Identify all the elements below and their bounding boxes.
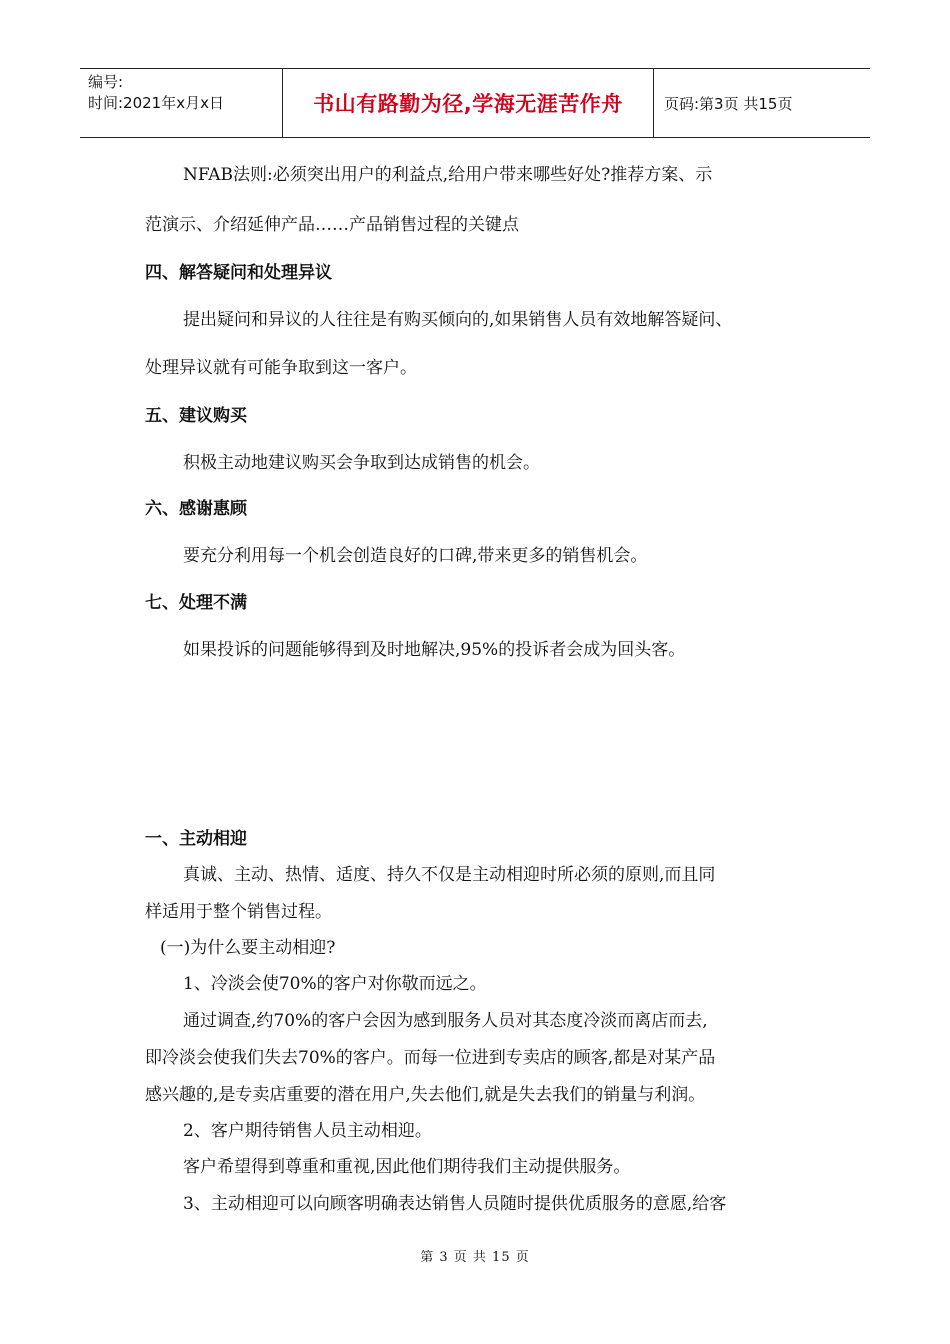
paragraph-line: 真诚、主动、热情、适度、持久不仅是主动相迎时所必须的原则,而且同 xyxy=(183,865,716,885)
list-item: 3、主动相迎可以向顾客明确表达销售人员随时提供优质服务的意愿,给客 xyxy=(183,1194,727,1214)
time-label: 时间:2021年x月x日 xyxy=(88,94,224,112)
list-item: 2、客户期待销售人员主动相迎。 xyxy=(183,1121,432,1141)
paragraph-line: 提出疑问和异议的人往往是有购买倾向的,如果销售人员有效地解答疑问、 xyxy=(183,310,733,330)
paragraph-line: 处理异议就有可能争取到这一客户。 xyxy=(145,358,417,378)
paragraph-line: 样适用于整个销售过程。 xyxy=(145,902,332,922)
paragraph-line: 客户希望得到尊重和重视,因此他们期待我们主动提供服务。 xyxy=(183,1157,631,1177)
paragraph-line: 要充分利用每一个机会创造良好的口碑,带来更多的销售机会。 xyxy=(183,546,648,566)
paragraph-line: 积极主动地建议购买会争取到达成销售的机会。 xyxy=(183,453,540,473)
paragraph-line: 通过调查,约70%的客户会因为感到服务人员对其态度冷淡而离店而去, xyxy=(183,1011,708,1031)
list-item: 1、冷淡会使70%的客户对你敬而远之。 xyxy=(183,974,487,994)
paragraph-line: 范演示、介绍延伸产品……产品销售过程的关键点 xyxy=(145,215,519,235)
paragraph-line: 如果投诉的问题能够得到及时地解决,95%的投诉者会成为回头客。 xyxy=(183,640,686,660)
document-header xyxy=(80,68,870,138)
section-heading: 五、建议购买 xyxy=(145,406,247,426)
section-heading: 七、处理不满 xyxy=(145,593,247,613)
paragraph-line: 感兴趣的,是专卖店重要的潜在用户,失去他们,就是失去我们的销量与利润。 xyxy=(145,1085,706,1105)
section-heading: 六、感谢惠顾 xyxy=(145,499,247,519)
number-label: 编号: xyxy=(88,73,124,91)
section-heading: 四、解答疑问和处理异议 xyxy=(145,263,332,283)
page-footer: 第 3 页 共 15 页 xyxy=(420,1250,530,1265)
section-heading: 一、主动相迎 xyxy=(145,829,247,849)
subsection-heading: (一)为什么要主动相迎? xyxy=(160,938,336,958)
header-page-info: 页码:第3页 共15页 xyxy=(664,94,793,113)
paragraph-line: 即冷淡会使我们失去70%的客户。而每一位进到专卖店的顾客,都是对某产品 xyxy=(145,1048,716,1068)
paragraph-line: NFAB法则:必须突出用户的利益点,给用户带来哪些好处?推荐方案、示 xyxy=(183,165,713,185)
header-meta xyxy=(80,69,282,137)
header-motto: 书山有路勤为径,学海无涯苦作舟 xyxy=(282,69,654,137)
